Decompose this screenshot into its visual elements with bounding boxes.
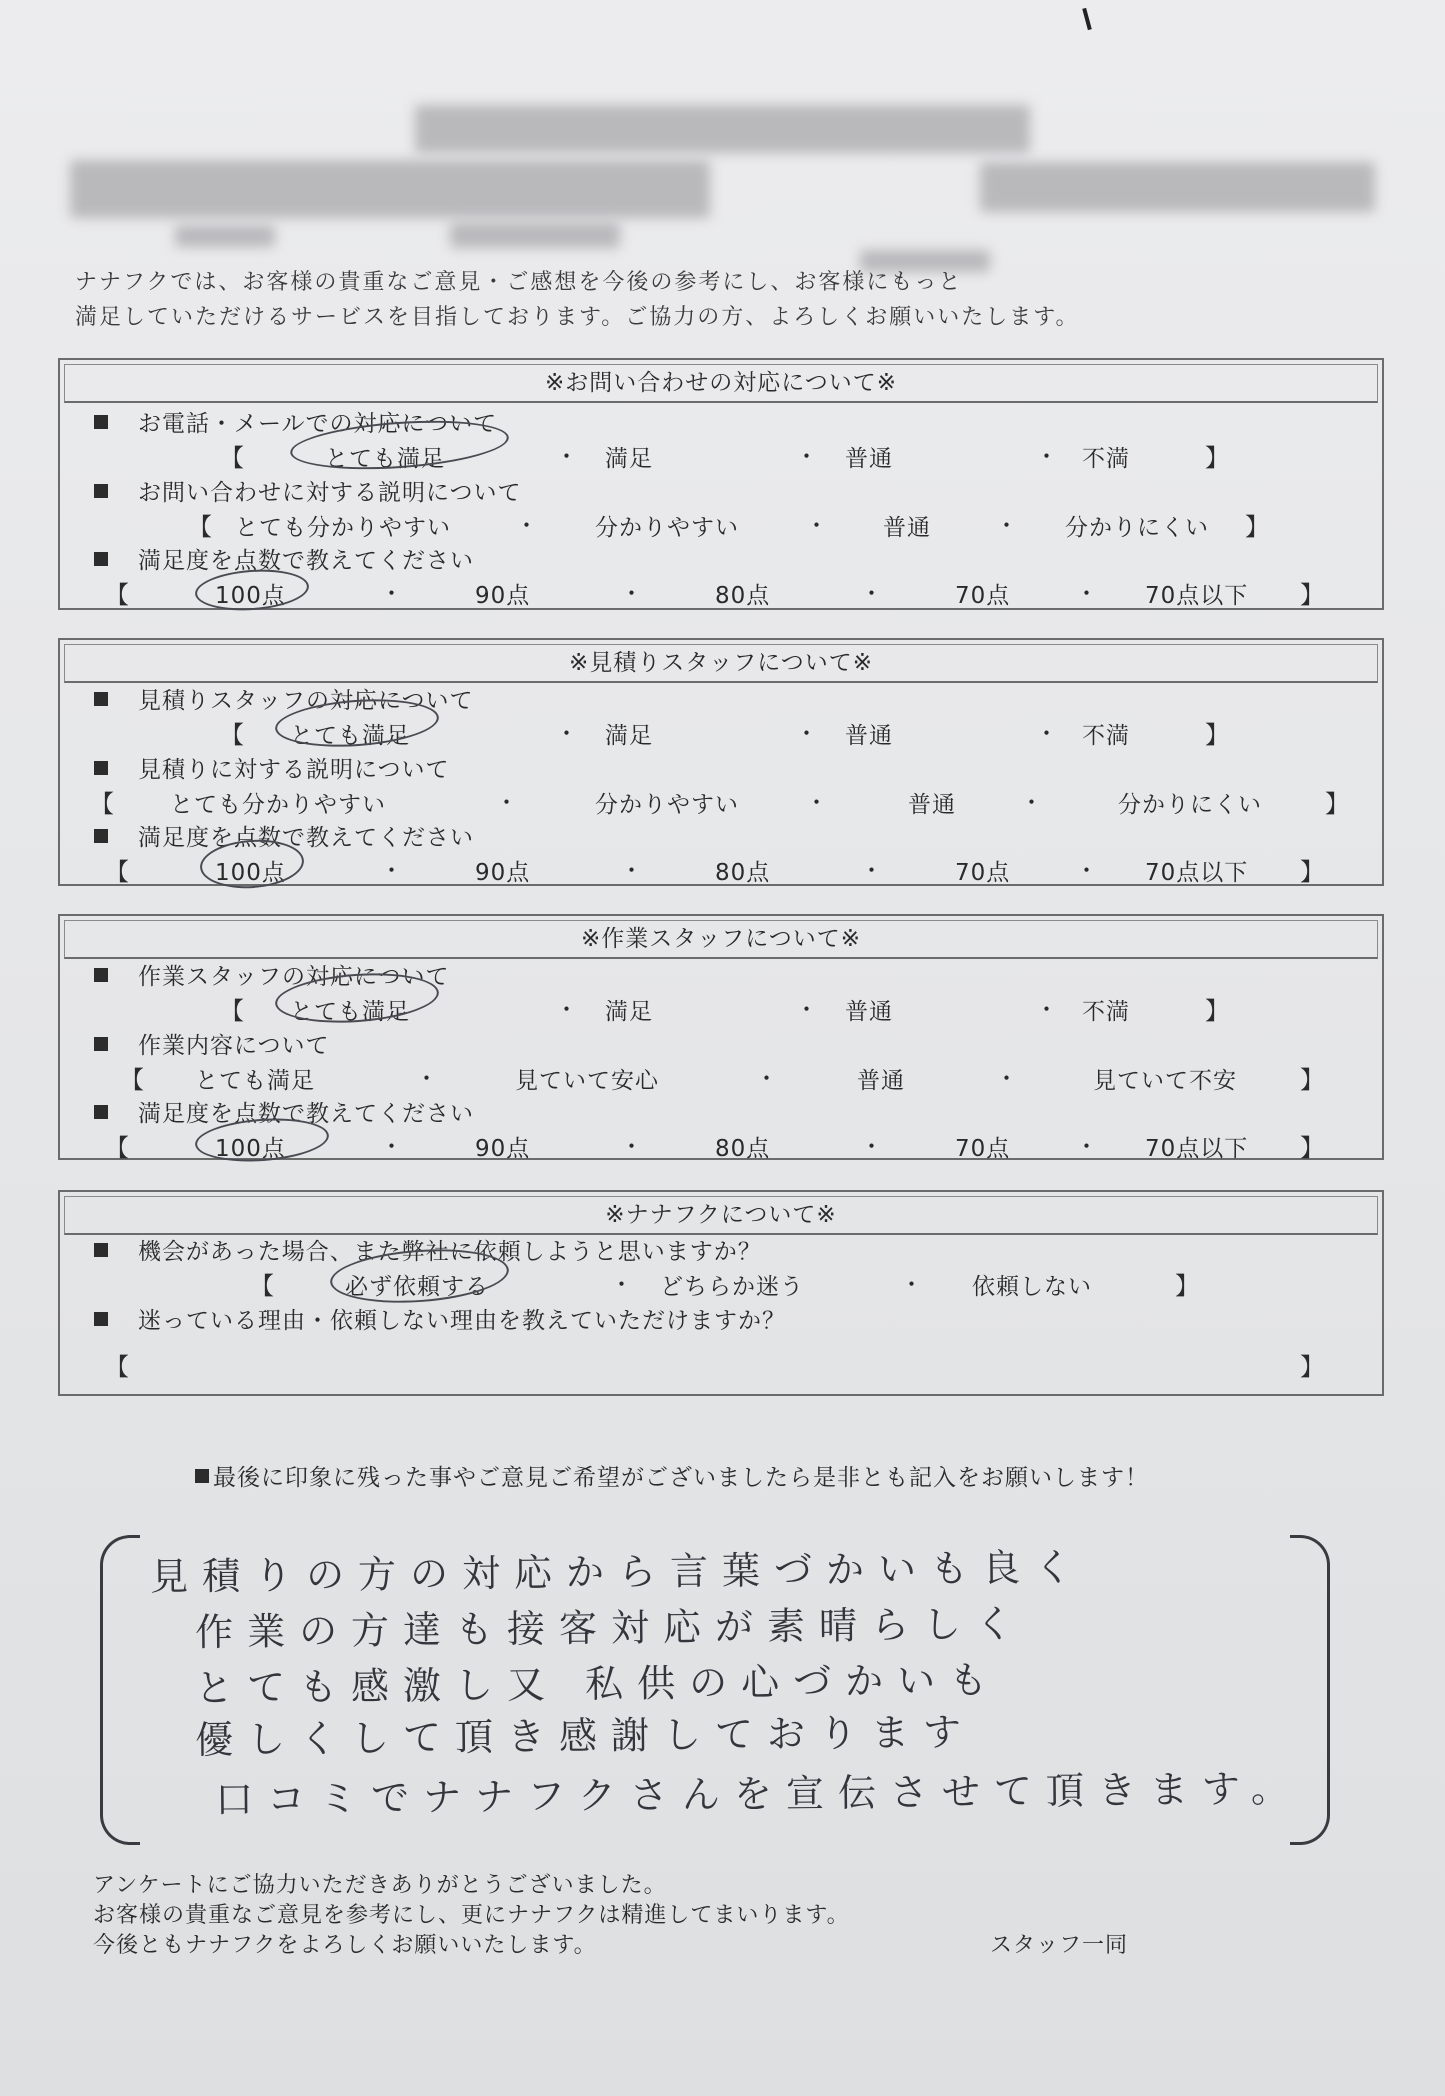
bracket-close: 】 bbox=[1245, 513, 1269, 541]
question-text: 満足度を点数で教えてください bbox=[138, 1101, 474, 1127]
question-text: お電話・メールでの対応について bbox=[138, 411, 498, 437]
option-normal[interactable]: 普通 bbox=[857, 1068, 905, 1094]
option-reassuring[interactable]: 見ていて安心 bbox=[515, 1068, 659, 1094]
handwritten-line: 見積りの方の対応から言葉づかいも良く bbox=[149, 1545, 1087, 1599]
option-100[interactable]: 100点 bbox=[215, 583, 286, 609]
option-anxious[interactable]: 見ていて不安 bbox=[1093, 1068, 1237, 1094]
square-bullet-icon bbox=[94, 1037, 108, 1051]
bracket-open: 【 bbox=[105, 1134, 129, 1162]
option-clear[interactable]: 分かりやすい bbox=[595, 515, 739, 541]
bracket-close: 】 bbox=[1205, 997, 1229, 1025]
handwritten-comment-box bbox=[100, 1535, 1330, 1850]
bracket-open: 【 bbox=[105, 858, 129, 886]
bracket-open: 【 bbox=[105, 1353, 129, 1381]
square-bullet-icon bbox=[94, 1105, 108, 1119]
option-100[interactable]: 100点 bbox=[215, 1136, 286, 1162]
footer-thanks: アンケートにご協力いただきありがとうございました。 bbox=[93, 1873, 667, 1898]
section-title-nanafuku: ※ナナフクについて※ bbox=[64, 1196, 1378, 1235]
square-bullet-icon bbox=[94, 692, 108, 706]
separator-dot: ・ bbox=[995, 513, 1018, 539]
bracket-open: 【 bbox=[220, 721, 244, 749]
section-estimate-staff bbox=[58, 638, 1384, 886]
square-bullet-icon bbox=[94, 1312, 108, 1326]
separator-dot: ・ bbox=[1075, 858, 1098, 884]
option-below-70[interactable]: 70点以下 bbox=[1145, 860, 1249, 886]
square-bullet-icon bbox=[195, 1469, 209, 1483]
option-very-satisfied[interactable]: とても満足 bbox=[290, 723, 410, 749]
handwritten-line: 優しくして頂き感謝しております bbox=[194, 1709, 976, 1763]
separator-dot: ・ bbox=[515, 513, 538, 539]
option-very-clear[interactable]: とても分かりやすい bbox=[235, 515, 451, 541]
option-90[interactable]: 90点 bbox=[475, 1136, 531, 1162]
blurred-header-left-small bbox=[175, 225, 275, 247]
option-80[interactable]: 80点 bbox=[715, 583, 771, 609]
question-text: お問い合わせに対する説明について bbox=[138, 480, 522, 506]
footer-regards: 今後ともナナフクをよろしくお願いいたします。 bbox=[93, 1933, 597, 1958]
option-no-request[interactable]: 依頼しない bbox=[972, 1274, 1092, 1300]
handwritten-line: 口コミでナナフクさんを宣伝させて頂きます。 bbox=[214, 1766, 1304, 1822]
bracket-open: 【 bbox=[90, 790, 114, 818]
bracket-open: 【 bbox=[250, 1272, 274, 1300]
separator-dot: ・ bbox=[555, 997, 578, 1023]
separator-dot: ・ bbox=[860, 858, 883, 884]
option-70[interactable]: 70点 bbox=[955, 860, 1011, 886]
bracket-open: 【 bbox=[105, 581, 129, 609]
question-work-content bbox=[94, 1027, 330, 1060]
separator-dot: ・ bbox=[1035, 444, 1058, 470]
option-clear[interactable]: 分かりやすい bbox=[595, 792, 739, 818]
option-below-70[interactable]: 70点以下 bbox=[1145, 1136, 1249, 1162]
bracket-close: 】 bbox=[1300, 1066, 1324, 1094]
question-estimate-explanation bbox=[94, 751, 450, 784]
bracket-close: 】 bbox=[1325, 790, 1349, 818]
separator-dot: ・ bbox=[755, 1066, 778, 1092]
separator-dot: ・ bbox=[1075, 1134, 1098, 1160]
option-unclear[interactable]: 分かりにくい bbox=[1118, 792, 1262, 818]
question-text: 見積りスタッフの対応について bbox=[138, 688, 474, 714]
option-satisfied[interactable]: 満足 bbox=[605, 999, 653, 1025]
question-text: 満足度を点数で教えてください bbox=[138, 548, 474, 574]
option-undecided[interactable]: どちらか迷う bbox=[660, 1274, 804, 1300]
option-normal[interactable]: 普通 bbox=[845, 446, 893, 472]
separator-dot: ・ bbox=[620, 858, 643, 884]
blurred-header-left bbox=[70, 160, 710, 218]
separator-dot: ・ bbox=[415, 1066, 438, 1092]
separator-dot: ・ bbox=[610, 1272, 633, 1298]
blurred-header-middle-small bbox=[450, 222, 620, 248]
option-very-clear[interactable]: とても分かりやすい bbox=[170, 792, 386, 818]
bracket-close: 】 bbox=[1300, 1134, 1324, 1162]
option-very-satisfied[interactable]: とても満足 bbox=[325, 446, 445, 472]
question-inquiry-score bbox=[94, 542, 474, 575]
separator-dot: ・ bbox=[1035, 721, 1058, 747]
blurred-title bbox=[415, 105, 1030, 153]
option-70[interactable]: 70点 bbox=[955, 583, 1011, 609]
question-reason bbox=[94, 1302, 786, 1335]
separator-dot: ・ bbox=[995, 1066, 1018, 1092]
option-satisfied[interactable]: 満足 bbox=[605, 723, 653, 749]
square-bullet-icon bbox=[94, 415, 108, 429]
square-bullet-icon bbox=[94, 829, 108, 843]
separator-dot: ・ bbox=[555, 721, 578, 747]
separator-dot: ・ bbox=[380, 1134, 403, 1160]
bracket-open: 【 bbox=[188, 513, 212, 541]
option-definitely-request[interactable]: 必ず依頼する bbox=[345, 1274, 489, 1300]
question-text: 作業スタッフの対応について bbox=[138, 964, 450, 990]
section-title-estimate: ※見積りスタッフについて※ bbox=[64, 644, 1378, 683]
question-text: 見積りに対する説明について bbox=[138, 757, 450, 783]
separator-dot: ・ bbox=[1035, 997, 1058, 1023]
separator-dot: ・ bbox=[495, 790, 518, 816]
bracket-close: 】 bbox=[1300, 858, 1324, 886]
separator-dot: ・ bbox=[555, 444, 578, 470]
option-very-satisfied[interactable]: とても満足 bbox=[195, 1068, 315, 1094]
pen-mark bbox=[1082, 8, 1092, 30]
separator-dot: ・ bbox=[860, 581, 883, 607]
option-normal[interactable]: 普通 bbox=[883, 515, 931, 541]
bracket-open: 【 bbox=[220, 997, 244, 1025]
question-text: 作業内容について bbox=[138, 1033, 330, 1059]
question-text: 機会があった場合、また弊社に依頼しようと思いますか？ bbox=[138, 1239, 762, 1265]
option-below-70[interactable]: 70点以下 bbox=[1145, 583, 1249, 609]
blurred-header-right bbox=[980, 162, 1375, 212]
square-bullet-icon bbox=[94, 761, 108, 775]
square-bullet-icon bbox=[94, 968, 108, 982]
bracket-open: 【 bbox=[120, 1066, 144, 1094]
question-text: 迷っている理由・依頼しない理由を教えていただけますか？ bbox=[138, 1308, 786, 1334]
question-text: 満足度を点数で教えてください bbox=[138, 825, 474, 851]
footer-message: お客様の貴重なご意見を参考にし、更にナナフクは精進してまいります。 bbox=[93, 1903, 850, 1928]
separator-dot: ・ bbox=[795, 444, 818, 470]
section-work-staff bbox=[58, 914, 1384, 1160]
bracket-open: 【 bbox=[220, 444, 244, 472]
question-inquiry-explanation bbox=[94, 474, 522, 507]
square-bullet-icon bbox=[94, 484, 108, 498]
option-90[interactable]: 90点 bbox=[475, 860, 531, 886]
option-90[interactable]: 90点 bbox=[475, 583, 531, 609]
option-normal[interactable]: 普通 bbox=[908, 792, 956, 818]
option-very-satisfied[interactable]: とても満足 bbox=[290, 999, 410, 1025]
separator-dot: ・ bbox=[380, 581, 403, 607]
separator-dot: ・ bbox=[620, 581, 643, 607]
closing-request-text: 最後に印象に残った事やご意見ご希望がございましたら是非とも記入をお願いします！ bbox=[213, 1465, 1149, 1491]
footer-signature: スタッフ一同 bbox=[990, 1933, 1129, 1958]
section-nanafuku bbox=[58, 1190, 1384, 1396]
option-dissatisfied[interactable]: 不満 bbox=[1082, 999, 1130, 1025]
separator-dot: ・ bbox=[1075, 581, 1098, 607]
separator-dot: ・ bbox=[900, 1272, 923, 1298]
section-inquiry bbox=[58, 358, 1384, 610]
handwritten-line: 作業の方達も接客対応が素晴らしく bbox=[194, 1601, 1028, 1655]
intro-line-1: ナナフクでは、お客様の貴重なご意見・ご感想を今後の参考にし、お客様にもっと bbox=[75, 270, 963, 295]
option-80[interactable]: 80点 bbox=[715, 860, 771, 886]
bracket-close: 】 bbox=[1300, 1353, 1324, 1381]
bracket-close: 】 bbox=[1205, 444, 1229, 472]
intro-line-2: 満足していただけるサービスを目指しております。ご協力の方、よろしくお願いいたします。 bbox=[75, 305, 1080, 330]
bracket-close: 】 bbox=[1205, 721, 1229, 749]
separator-dot: ・ bbox=[795, 997, 818, 1023]
closing-request bbox=[195, 1459, 1149, 1492]
option-dissatisfied[interactable]: 不満 bbox=[1082, 446, 1130, 472]
section-title-inquiry: ※お問い合わせの対応について※ bbox=[64, 364, 1378, 403]
separator-dot: ・ bbox=[805, 513, 828, 539]
handwritten-line: とても感激し又 私供の心づかいも bbox=[194, 1657, 1002, 1711]
option-80[interactable]: 80点 bbox=[715, 1136, 771, 1162]
bracket-close: 】 bbox=[1300, 581, 1324, 609]
option-dissatisfied[interactable]: 不満 bbox=[1082, 723, 1130, 749]
square-bullet-icon bbox=[94, 1243, 108, 1257]
separator-dot: ・ bbox=[860, 1134, 883, 1160]
separator-dot: ・ bbox=[805, 790, 828, 816]
left-bracket bbox=[100, 1535, 140, 1845]
option-satisfied[interactable]: 満足 bbox=[605, 446, 653, 472]
separator-dot: ・ bbox=[380, 858, 403, 884]
option-unclear[interactable]: 分かりにくい bbox=[1065, 515, 1209, 541]
bracket-close: 】 bbox=[1175, 1272, 1199, 1300]
separator-dot: ・ bbox=[795, 721, 818, 747]
option-70[interactable]: 70点 bbox=[955, 1136, 1011, 1162]
option-100[interactable]: 100点 bbox=[215, 860, 286, 886]
separator-dot: ・ bbox=[620, 1134, 643, 1160]
section-title-work: ※作業スタッフについて※ bbox=[64, 920, 1378, 959]
separator-dot: ・ bbox=[1020, 790, 1043, 816]
option-normal[interactable]: 普通 bbox=[845, 723, 893, 749]
option-normal[interactable]: 普通 bbox=[845, 999, 893, 1025]
square-bullet-icon bbox=[94, 552, 108, 566]
